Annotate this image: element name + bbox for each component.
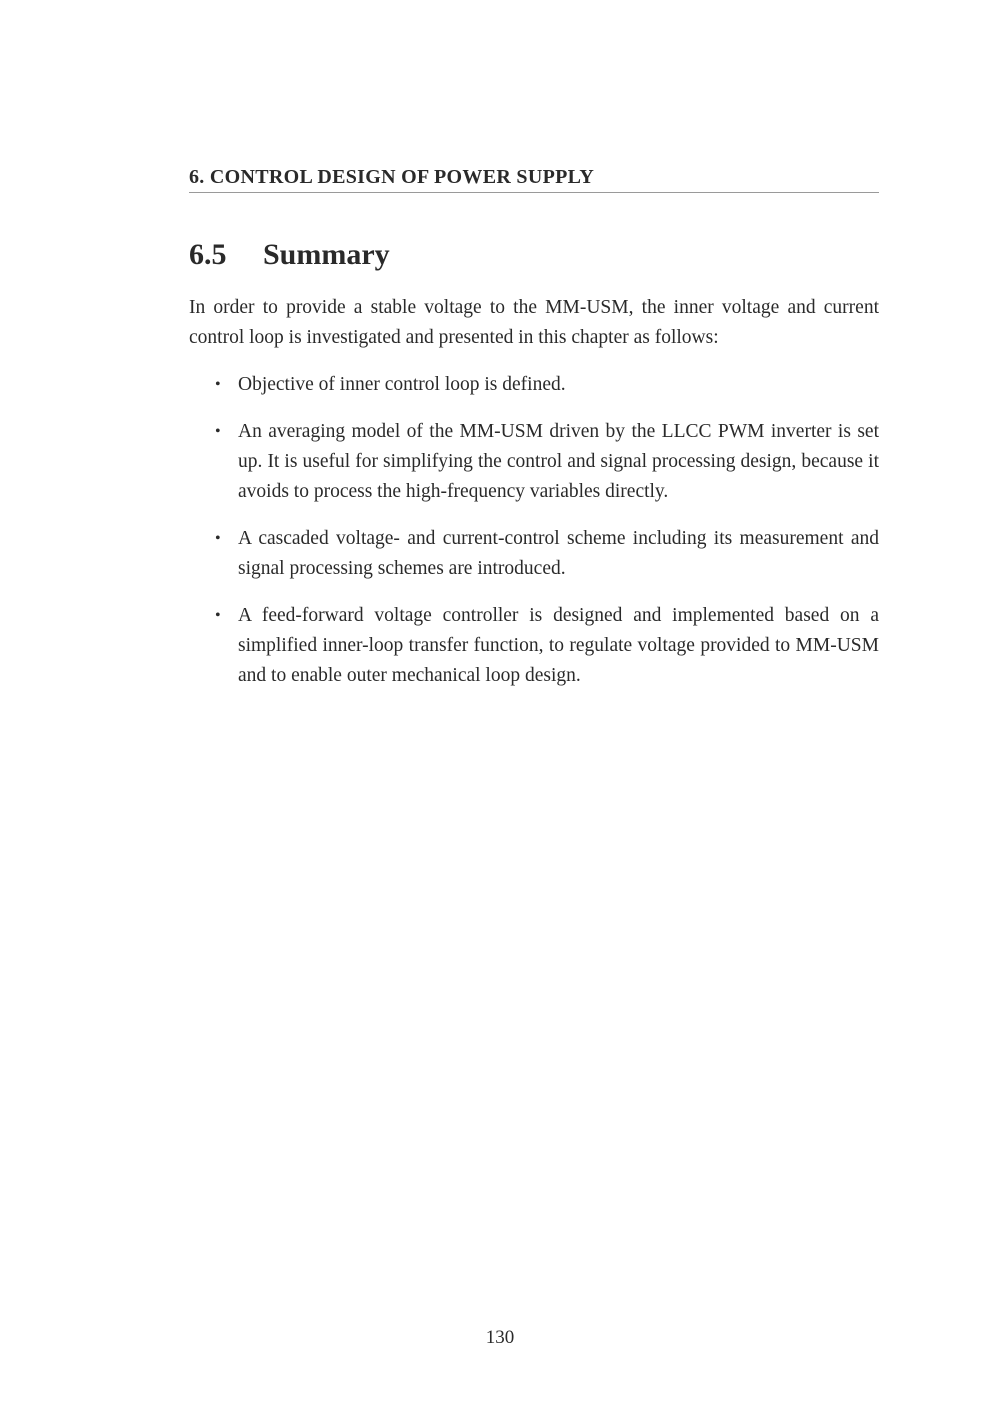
list-item-text: An averaging model of the MM-USM driven by the LLCC PWM inverter is set up. It is useful for simplifying the control and signal processing design, because it avoids to process the high-frequency variables directly. <box>238 421 879 502</box>
section-title <box>189 236 879 274</box>
intro-paragraph: In order to provide a stable voltage to the MM-USM, the inner voltage and current control loop is investigated and presented in this chapter as follows: <box>189 297 879 348</box>
page-number: 130 <box>485 1327 515 1348</box>
section-title-text: Summary <box>263 238 390 271</box>
bullet-icon: • <box>215 423 221 440</box>
bullet-icon: • <box>215 607 221 624</box>
list-item <box>189 370 879 400</box>
list-item <box>189 524 879 584</box>
list-item <box>189 417 879 507</box>
section-number: 6.5 <box>189 238 227 271</box>
list-item-text: Objective of inner control loop is defined. <box>238 374 566 395</box>
list-item-text: A feed-forward voltage controller is designed and implemented based on a simplified inner-loop transfer function, to regulate voltage provided to MM-USM and to enable outer mechanical loop design. <box>238 605 879 686</box>
bullet-icon: • <box>215 376 221 393</box>
list-item <box>189 601 879 691</box>
running-head: 6. CONTROL DESIGN OF POWER SUPPLY <box>189 165 879 193</box>
list-item-text: A cascaded voltage- and current-control scheme including its measurement and signal processing schemes are introduced. <box>238 528 879 579</box>
bullet-icon: • <box>215 530 221 547</box>
summary-list <box>189 370 879 708</box>
